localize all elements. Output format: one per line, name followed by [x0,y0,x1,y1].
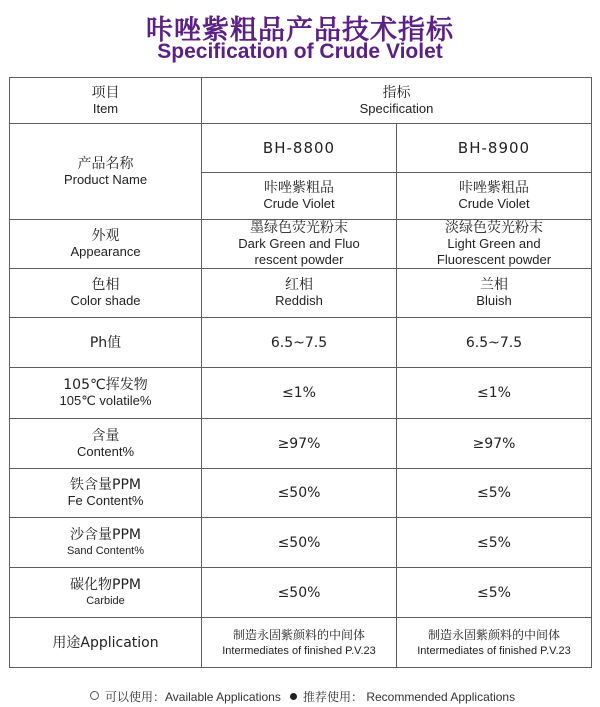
table-row [10,269,592,318]
title-english: Specification of Crude Violet [157,40,443,63]
volatile-label-cell [10,368,202,419]
carbide-label-en: Carbide [86,594,125,607]
table-row [10,469,592,518]
legend-available-text: 可以使用：Available Applications [105,690,281,704]
sand-value-a: ≤50% [202,518,397,568]
item-header-cell [10,78,202,124]
application-a-cell [202,618,397,668]
product-name-label-en: Product Name [63,171,148,187]
product-name-a-cell [202,173,397,220]
table-row [10,518,592,568]
color-shade-label-cell [10,269,202,318]
appearance-a-cn: 墨绿色荧光粉末 [250,220,348,236]
application-a-en: Intermediates of finished P.V.23 [222,644,376,657]
legend-available [90,688,281,705]
table-row [10,220,592,269]
item-header-en: Item [92,100,119,116]
fe-value-b: ≤5% [397,469,592,518]
table-row [10,78,592,124]
code-bh-8800: BH-8800 [202,124,397,173]
table-row [10,124,592,173]
application-b-cn: 制造永固紫颜料的中间体 [427,627,560,642]
legend-recommended-text: 推荐使用： Recommended Applications [303,690,516,704]
fe-label-en: Fe Content% [67,493,144,508]
open-circle-icon [90,691,99,700]
product-name-b-cell [397,173,592,220]
application-label: 用途Application [10,618,202,668]
color-shade-a-en: Reddish [275,293,323,308]
product-name-label-cell [10,124,202,220]
sand-value-b: ≤5% [397,518,592,568]
color-shade-a-cn: 红相 [285,277,313,293]
table-row [10,419,592,469]
table-row [10,318,592,368]
application-b-cell [397,618,592,668]
appearance-b-cn: 淡绿色荧光粉末 [445,220,543,236]
sand-label-en: Sand Content% [66,544,145,557]
fe-value-a: ≤50% [202,469,397,518]
color-shade-b-cell [397,269,592,318]
color-shade-label-cn: 色相 [91,277,120,293]
carbide-value-b: ≤5% [397,568,592,618]
appearance-a-cell [202,220,397,269]
appearance-b-en-line2: Fluorescent powder [436,252,552,267]
color-shade-b-en: Bluish [476,293,512,308]
spec-header-cell [202,78,592,124]
item-header-cn: 项目 [91,84,120,101]
fe-label-cn: 铁含量PPM [70,477,141,493]
volatile-value-b: ≤1% [397,368,592,419]
content-label-cell [10,419,202,469]
appearance-label-cell [10,220,202,269]
appearance-b-en-line1: Light Green and [447,236,541,251]
sand-label-cn: 沙含量PPM [70,526,141,543]
spec-header-cn: 指标 [382,84,411,101]
filled-circle-icon [290,693,297,700]
color-shade-label-en: Color shade [70,293,141,308]
table-row [10,368,592,419]
ph-value-b: 6.5~7.5 [397,318,592,368]
sand-label-cell [10,518,202,568]
product-name-b-cn: 咔唑紫粗品 [459,180,529,196]
color-shade-b-cn: 兰相 [480,277,508,293]
volatile-label-en: 105℃ volatile% [59,393,152,408]
content-value-b: ≥97% [397,419,592,469]
ph-label: Ph值 [10,318,202,368]
product-name-a-cn: 咔唑紫粗品 [264,180,334,196]
application-b-en: Intermediates of finished P.V.23 [417,644,571,657]
content-value-a: ≥97% [202,419,397,469]
appearance-label-en: Appearance [70,244,141,259]
volatile-value-a: ≤1% [202,368,397,419]
product-name-a-en: Crude Violet [263,196,335,211]
carbide-value-a: ≤50% [202,568,397,618]
appearance-a-en-line2: rescent powder [254,252,344,267]
volatile-label-cn: 105℃挥发物 [63,377,148,393]
spec-header-en: Specification [359,100,434,116]
appearance-label-cn: 外观 [91,228,120,244]
appearance-b-cell [397,220,592,269]
table-row [10,618,592,668]
specification-table [9,77,592,668]
application-a-cn: 制造永固紫颜料的中间体 [232,627,365,642]
appearance-a-en-line1: Dark Green and Fluo [238,236,360,251]
code-bh-8900: BH-8900 [397,124,592,173]
color-shade-a-cell [202,269,397,318]
legend-recommended [290,688,515,705]
content-label-cn: 含量 [91,427,120,444]
product-name-b-en: Crude Violet [458,196,530,211]
product-name-label-cn: 产品名称 [77,155,134,172]
carbide-label-cell [10,568,202,618]
carbide-label-cn: 碳化物PPM [70,576,141,593]
title-chinese: 咔唑紫粗品产品技术指标 [146,15,454,46]
fe-label-cell [10,469,202,518]
ph-value-a: 6.5~7.5 [202,318,397,368]
table-row [10,568,592,618]
content-label-en: Content% [76,443,135,459]
